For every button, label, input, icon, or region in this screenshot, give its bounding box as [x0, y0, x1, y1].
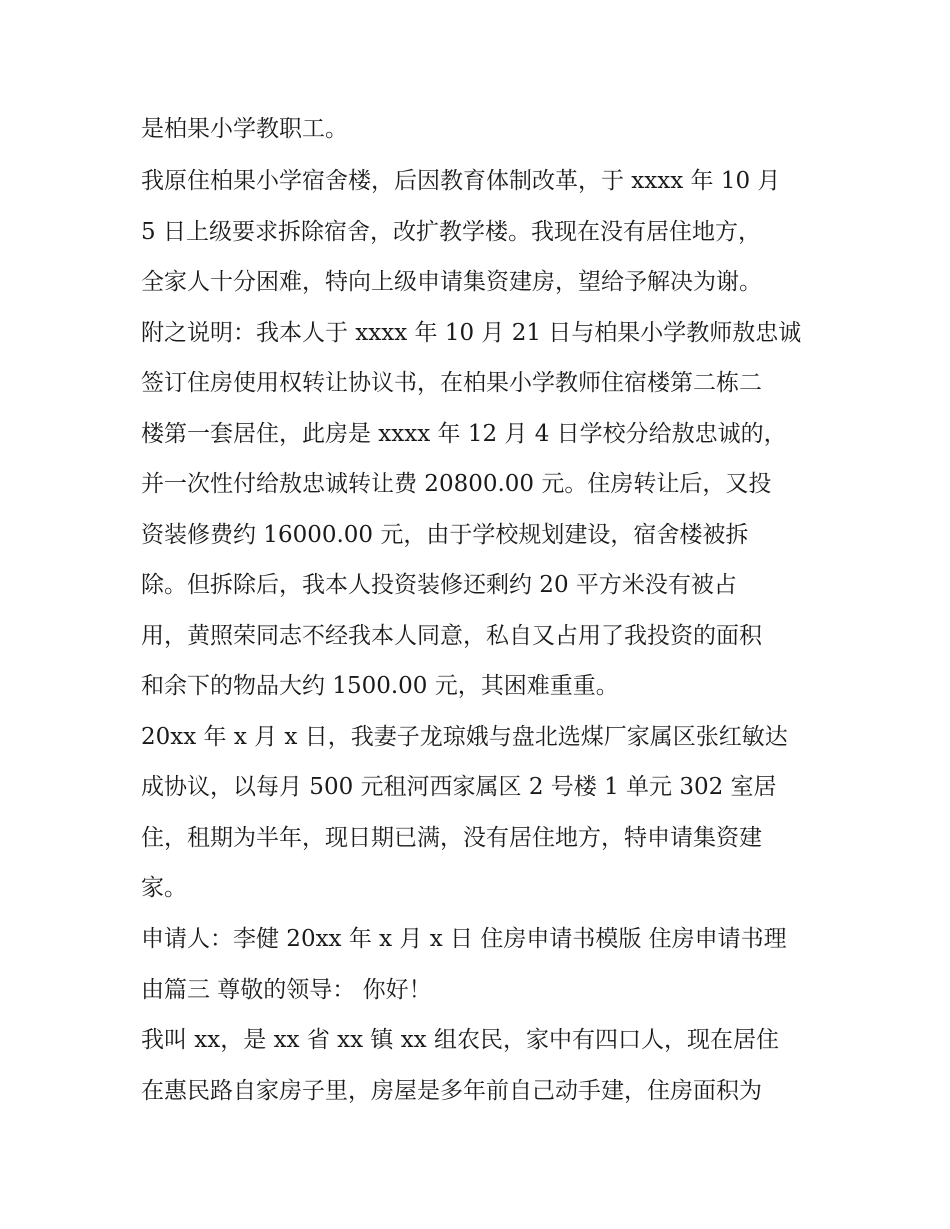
text-line: 除。但拆除后，我本人投资装修还剩约 20 平方米没有被占	[141, 572, 737, 598]
text-line: 20xx 年 x 月 x 日，我妻子龙琼娥与盘北选煤厂家属区张红敏达	[141, 724, 788, 750]
text-line: 在惠民路自家房子里，房屋是多年前自己动手建，住房面积为	[141, 1078, 762, 1104]
text-line: 是柏果小学教职工。	[141, 116, 348, 142]
text-line: 资装修费约 16000.00 元，由于学校规划建设，宿舍楼被拆	[141, 522, 749, 548]
text-line: 用，黄照荣同志不经我本人同意，私自又占用了我投资的面积	[141, 623, 762, 649]
text-line: 成协议，以每月 500 元租河西家属区 2 号楼 1 单元 302 室居	[141, 774, 777, 800]
text-line: 住，租期为半年，现日期已满，没有居住地方，特申请集资建	[141, 825, 762, 851]
text-line: 我原住柏果小学宿舍楼，后因教育体制改革，于 xxxx 年 10 月	[141, 168, 781, 194]
text-line: 家。	[141, 875, 187, 901]
text-line: 由篇三 尊敬的领导： 你好！	[141, 977, 432, 1003]
text-line: 全家人十分困难，特向上级申请集资建房，望给予解决为谢。	[141, 269, 762, 295]
text-line: 我叫 xx，是 xx 省 xx 镇 xx 组农民，家中有四口人，现在居住	[141, 1027, 779, 1053]
text-line: 5 日上级要求拆除宿舍，改扩教学楼。我现在没有居住地方，	[141, 219, 761, 245]
text-line: 申请人：李健 20xx 年 x 月 x 日 住房申请书模版 住房申请书理	[141, 926, 787, 952]
text-line: 签订住房使用权转让协议书，在柏果小学教师住宿楼第二栋二	[141, 370, 762, 396]
text-line: 和余下的物品大约 1500.00 元，其困难重重。	[141, 673, 619, 699]
text-line: 楼第一套居住，此房是 xxxx 年 12 月 4 日学校分给敖忠诚的，	[141, 421, 787, 447]
text-line: 附之说明：我本人于 xxxx 年 10 月 21 日与柏果小学教师敖忠诚	[141, 320, 802, 346]
text-line: 并一次性付给敖忠诚转让费 20800.00 元。住房转让后，又投	[141, 471, 772, 497]
